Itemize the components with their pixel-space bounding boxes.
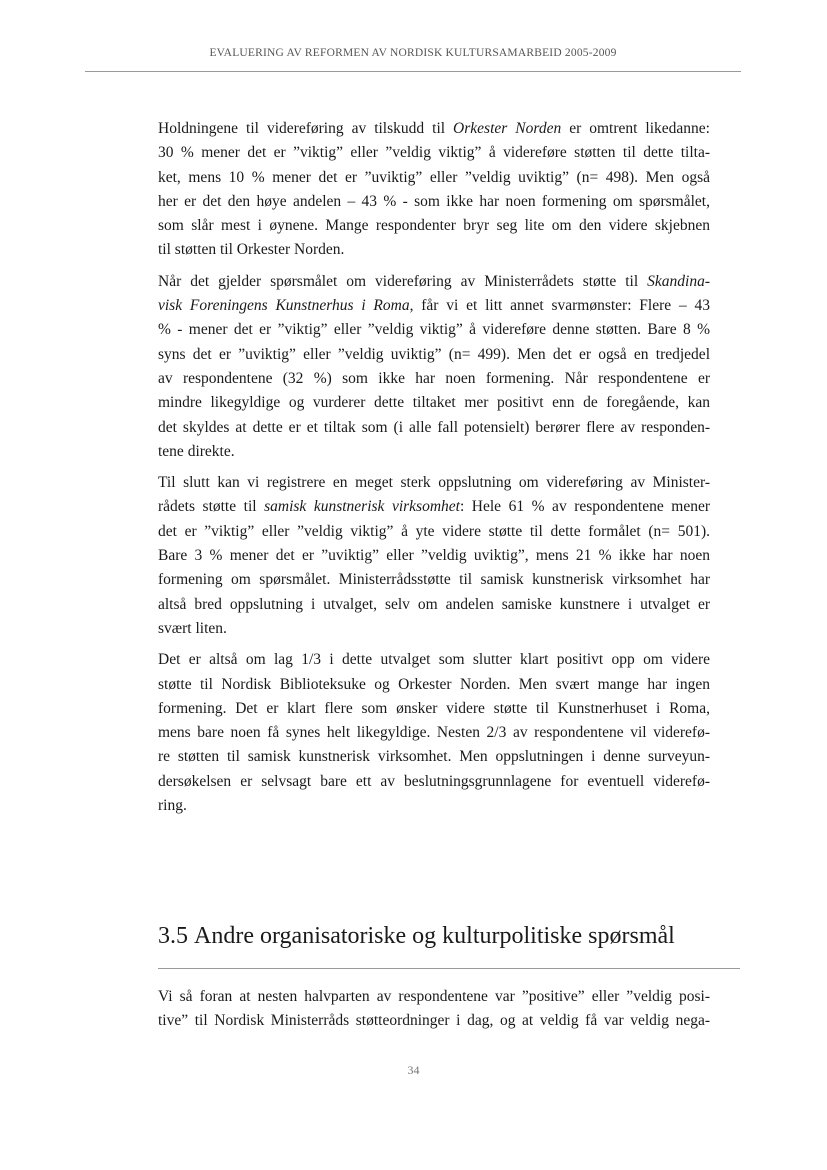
text-line: som slår mest i øynene. Mange respondenter bryr seg lite om den videre skjebnen — [158, 217, 710, 235]
text-line: det er ”viktig” eller ”veldig viktig” å yte videre støtte til dette formålet (n= 501). — [158, 522, 710, 540]
paragraph — [158, 117, 710, 263]
section-heading — [158, 923, 675, 950]
text-line: tene direkte. — [158, 442, 235, 460]
running-header: EVALUERING AV REFORMEN AV NORDISK KULTURSAMARBEID 2005-2009 — [209, 47, 617, 59]
text-line: re støtten til samisk kunstnerisk virksomhet. Men oppslutningen i denne surveyun- — [158, 748, 710, 766]
text-line: syns det er ”uviktig” eller ”veldig uviktig” (n= 499). Men det er også en tredjedel — [158, 345, 710, 363]
text-line: 30 % mener det er ”viktig” eller ”veldig viktig” å videreføre støtten til dette tilta- — [158, 144, 710, 162]
text-line: av respondentene (32 %) som ikke har noen formening. Når respondentene er — [158, 369, 710, 387]
text-line: støtte til Nordisk Biblioteksuke og Orkester Norden. Men svært mange har ingen — [158, 675, 710, 693]
page-number: 34 — [407, 1063, 420, 1077]
text-line: det skyldes at dette er et tiltak som (i alle fall potensielt) berører flere av responden- — [158, 418, 710, 436]
text-line: Når det gjelder spørsmålet om videreføring av Ministerrådets støtte til Skandina- — [158, 272, 710, 290]
italic-term: Orkester Norden — [453, 120, 562, 137]
text-line: her er det den høye andelen – 43 % - som ikke har noen formening om spørsmålet, — [158, 192, 710, 210]
text-line: formening. Det er klart flere som ønsker videre støtte til Kunstnerhuset i Roma, — [158, 699, 710, 717]
text-line: ring. — [158, 797, 187, 815]
paragraph — [158, 471, 710, 641]
text-line: Vi så foran at nesten halvparten av respondentene var ”positive” eller ”veldig posi- — [158, 988, 710, 1005]
header-rule — [85, 71, 741, 72]
text-line: tive” til Nordisk Ministerråds støtteordninger i dag, og at veldig få var veldig nega- — [158, 1012, 710, 1030]
section-title: Andre organisatoriske og kulturpolitiske spørsmål — [194, 923, 675, 949]
text-line: Det er altså om lag 1/3 i dette utvalget som slutter klart positivt opp om videre — [158, 651, 710, 669]
text-line: svært liten. — [158, 619, 227, 637]
text-line: Bare 3 % mener det er ”uviktig” eller ”veldig uviktig”, mens 21 % ikke har noen — [158, 547, 710, 565]
text-line: mens bare noen få synes helt likegyldige. Nesten 2/3 av respondentene vil viderefø- — [158, 724, 710, 742]
paragraph — [158, 985, 710, 1034]
paragraph — [158, 648, 710, 818]
paragraph — [158, 270, 710, 464]
text-line: rådets støtte til samisk kunstnerisk virksomhet: Hele 61 % av respondentene mener — [158, 498, 710, 516]
section-rule — [158, 968, 740, 969]
text-line: formening om spørsmålet. Ministerrådsstøtte til samisk kunstnerisk virksomhet har — [158, 571, 710, 589]
italic-term: samisk kunstnerisk virksomhet — [264, 498, 460, 516]
text-line: til støtten til Orkester Norden. — [158, 241, 345, 259]
text-line: Holdningene til videreføring av tilskudd til Orkester Norden er omtrent likedanne: — [158, 120, 710, 137]
section-intro-paragraph — [158, 985, 710, 1034]
text-line: altså bred oppslutning i utvalget, selv om andelen samiske kunstnere i utvalget er — [158, 595, 710, 613]
text-line: ket, mens 10 % mener det er ”uviktig” eller ”veldig uviktig” (n= 498). Men også — [158, 168, 710, 186]
text-line: mindre likegyldige og vurderer dette tiltaket mer positivt enn de foregående, kan — [158, 394, 710, 412]
text-line: dersøkelsen er selvsagt bare ett av beslutningsgrunnlagene for eventuell viderefø- — [158, 772, 710, 790]
italic-term: Skandina- — [647, 272, 710, 290]
text-line: % - mener det er ”viktig” eller ”veldig viktig” å videreføre denne støtten. Bare 8 % — [158, 321, 710, 339]
body-text — [158, 117, 710, 825]
text-line: visk Foreningens Kunstnerhus i Roma, får vi et litt annet svarmønster: Flere – 43 — [158, 297, 710, 315]
italic-term: visk Foreningens Kunstnerhus i Roma — [158, 297, 410, 315]
section-number: 3.5 — [158, 923, 188, 949]
text-line: Til slutt kan vi registrere en meget sterk oppslutning om videreføring av Minister- — [158, 474, 710, 492]
